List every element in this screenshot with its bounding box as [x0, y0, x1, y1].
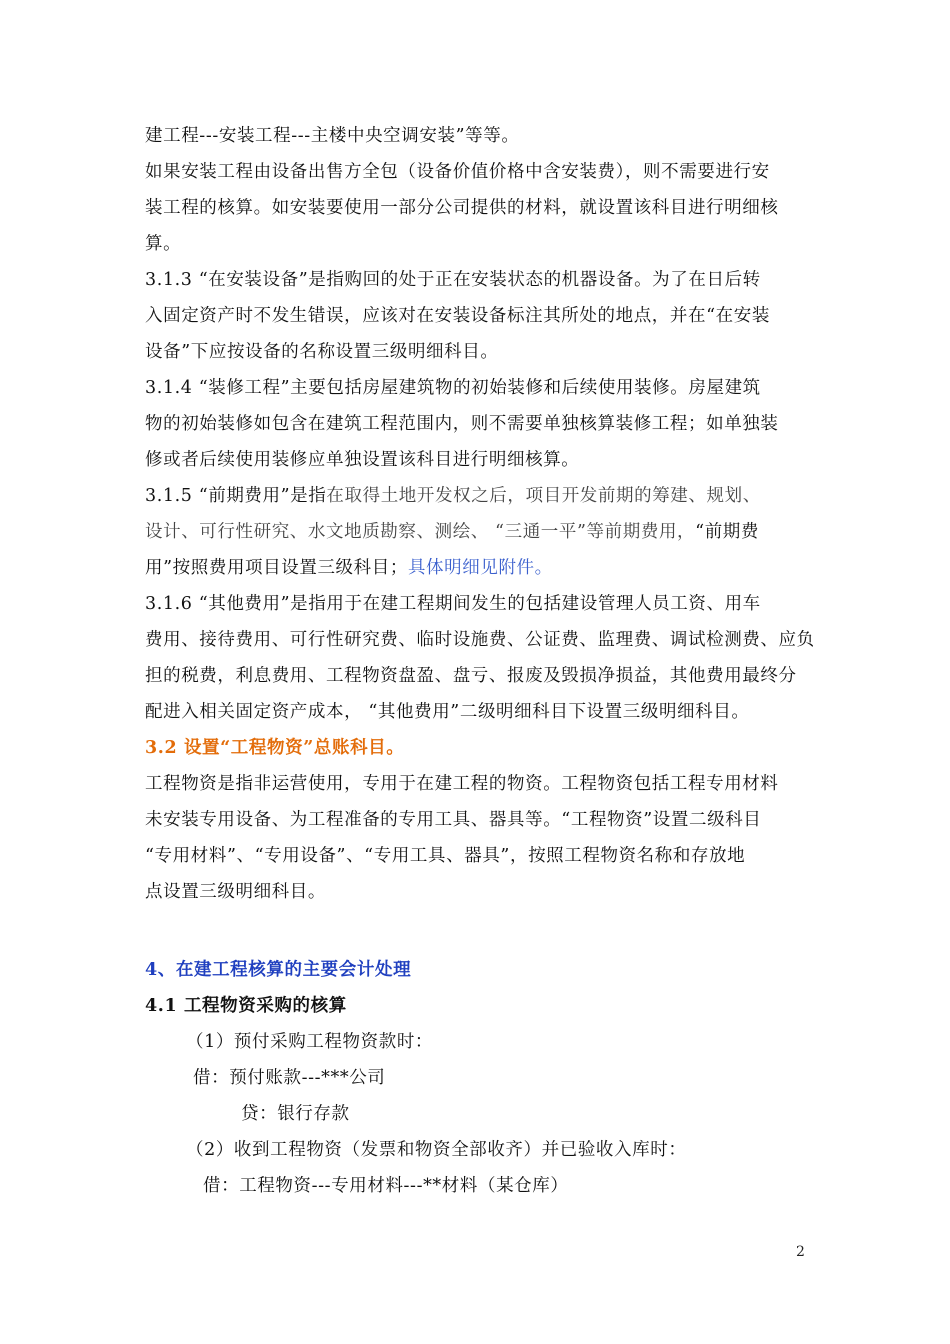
- section-315-gray-text: 在取得土地开发权之后，项目开发前期的筹建、规划、: [326, 486, 761, 506]
- paragraph-line: 建工程---安装工程---主楼中央空调安装”等等。: [145, 126, 520, 146]
- paragraph-line: [145, 478, 825, 514]
- entry-line: （2）收到工程物资（发票和物资全部收齐）并已验收入库时：: [186, 1140, 687, 1160]
- entry-debit: 借：预付账款---***公司: [193, 1068, 386, 1088]
- section-315-text: 用”按照费用项目设置三级科目；: [145, 558, 408, 578]
- paragraph-line: 配进入相关固定资产成本， “其他费用”二级明细科目下设置三级明细科目。: [145, 702, 750, 722]
- entry-credit: 贷：银行存款: [241, 1104, 350, 1124]
- section-315-text: “前期费: [695, 522, 760, 542]
- paragraph-line: 算。: [145, 234, 182, 254]
- paragraph-line: 未安装专用设备、为工程准备的专用工具、器具等。“工程物资”设置二级科目: [145, 810, 762, 830]
- entry-debit: 借：工程物资---专用材料---**材料（某仓库）: [203, 1176, 569, 1196]
- paragraph-line: [145, 550, 825, 586]
- section-heading-3-2: 3.2 设置“工程物资”总账科目。: [145, 738, 405, 758]
- paragraph-line: 费用、接待费用、可行性研究费、临时设施费、公证费、监理费、调试检测费、应负: [145, 630, 815, 650]
- section-315-lead: 3.1.5 “前期费用”是指: [145, 486, 327, 506]
- page-number: 2: [796, 1244, 805, 1260]
- attachment-reference: 具体明细见附件。: [407, 558, 553, 578]
- paragraph-line: 如果安装工程由设备出售方全包（设备价值价格中含安装费），则不需要进行安: [145, 162, 770, 182]
- paragraph-line: 修或者后续使用装修应单独设置该科目进行明细核算。: [145, 450, 580, 470]
- paragraph-line: 3.1.3 “在安装设备”是指购回的处于正在安装状态的机器设备。为了在日后转: [145, 270, 761, 290]
- section-315-gray-text: 设计、可行性研究、水文地质勘察、测绘、 “三通一平”等前期费用，: [145, 522, 696, 542]
- paragraph-line: 担的税费，利息费用、工程物资盘盈、盘亏、报废及毁损净损益，其他费用最终分: [145, 666, 797, 686]
- paragraph-line: 工程物资是指非运营使用，专用于在建工程的物资。工程物资包括工程专用材料: [145, 774, 779, 794]
- paragraph-line: 3.1.4 “装修工程”主要包括房屋建筑物的初始装修和后续使用装修。房屋建筑: [145, 378, 761, 398]
- paragraph-line: [145, 514, 825, 550]
- paragraph-line: “专用材料”、“专用设备”、“专用工具、器具”，按照工程物资名称和存放地: [145, 846, 746, 866]
- entry-line: （1）预付采购工程物资款时：: [186, 1032, 434, 1052]
- paragraph-line: 设备”下应按设备的名称设置三级明细科目。: [145, 342, 499, 362]
- paragraph-line: 装工程的核算。如安装要使用一部分公司提供的材料，就设置该科目进行明细核: [145, 198, 779, 218]
- paragraph-line: 点设置三级明细科目。: [145, 882, 326, 902]
- paragraph-line: 物的初始装修如包含在建筑工程范围内，则不需要单独核算装修工程；如单独装: [145, 414, 779, 434]
- paragraph-line: 入固定资产时不发生错误，应该对在安装设备标注其所处的地点，并在“在安装: [145, 306, 770, 326]
- paragraph-line: 3.1.6 “其他费用”是指用于在建工程期间发生的包括建设管理人员工资、用车: [145, 594, 761, 614]
- section-heading-4-1: 4.1 工程物资采购的核算: [145, 996, 347, 1016]
- section-heading-4: 4、在建工程核算的主要会计处理: [145, 960, 412, 980]
